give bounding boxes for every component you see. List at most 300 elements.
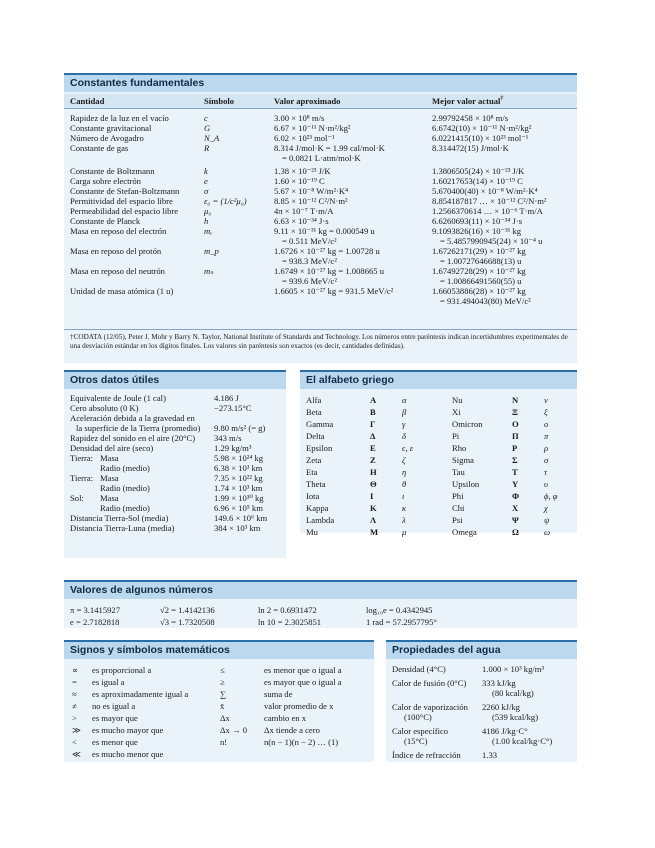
constant-symbol: k (204, 166, 208, 176)
constant-row (64, 206, 577, 216)
greek-name: Lambda (306, 515, 335, 525)
water-property-value-line1: 333 kJ/kg (482, 678, 516, 688)
constant-symbol: mₑ (204, 226, 213, 236)
constant-symbol: h (204, 216, 209, 226)
constant-approx-line2: = 938.3 MeV/c² (282, 256, 337, 266)
other-data-row (64, 443, 286, 453)
math-sign: ≫ (72, 725, 81, 735)
greek-alphabet-panel (300, 370, 577, 537)
constant-row (64, 196, 577, 206)
math-sign-row (64, 688, 374, 700)
constant-symbol: m_p (204, 246, 219, 256)
constant-row (64, 163, 577, 176)
water-property-value-line2: (1.00 kcal/kg·C°) (492, 736, 553, 746)
other-data-label (64, 503, 214, 513)
constant-name: Número de Avogadro (70, 133, 144, 143)
constant-name: Constante de gas (70, 143, 129, 153)
other-data-label (64, 513, 214, 523)
greek-lower: τ (544, 467, 548, 477)
math-sign: ≈ (72, 689, 77, 699)
math-sign: ∝ (72, 665, 78, 675)
greek-name: Alfa (306, 395, 322, 405)
greek-letter-row (300, 466, 577, 478)
constant-approx-line1: 8.85 × 10⁻¹² C²/N·m² (274, 196, 348, 206)
greek-lower: ξ (544, 407, 548, 417)
numbers-title: Valores de algunos números (64, 580, 577, 599)
math-sign-row (64, 712, 374, 724)
constant-row (64, 246, 577, 266)
greek-letter-row (300, 454, 577, 466)
constant-best (432, 196, 577, 206)
other-data-row (64, 473, 286, 483)
greek-lower: ϕ, φ (544, 491, 558, 501)
other-data-group: Tierra: (70, 473, 94, 483)
other-data-value: −273.15°C (214, 403, 252, 413)
constant-name: Constante de Planck (70, 216, 141, 226)
other-data-label-line1: Cero absoluto (0 K) (70, 403, 139, 413)
greek-lower: ω (544, 527, 551, 537)
other-data-title: Otros datos útiles (64, 370, 286, 389)
water-property-value (482, 702, 577, 726)
water-property-row (386, 750, 577, 764)
col-header-symbol: Símbolo (204, 94, 274, 109)
math-sign-meaning (264, 748, 374, 760)
math-sign: < (72, 737, 77, 747)
fundamental-footnote: †CODATA (12/05), Peter J. Mohr y Barry N. Taylor, National Institute of Standards and Technology. Los números entre paréntesis indican incertidumbres experimentales de una desviación estándar en los dígitos finales. Los valores sin paréntesis son exactos (es decir, cantidades definidas). (64, 329, 577, 354)
water-property-row (386, 678, 577, 702)
math-sign-meaning: es menor que o igual a (264, 665, 342, 675)
other-data-value: 384 × 10³ km (214, 523, 261, 533)
other-data-label-line2: la superficie de la Tierra (promedio) (76, 423, 201, 433)
constant-name: Permitividad del espacio libre (70, 196, 173, 206)
water-property-label-line1: Calor de fusión (0°C) (392, 678, 467, 688)
other-data-row (64, 413, 286, 433)
constant-best-line1: 1.2566370614 … × 10⁻⁶ T·m/A (432, 206, 543, 216)
constant-approx-line1: 9.11 × 10⁻³¹ kg = 0.000549 u (274, 226, 375, 236)
col-header-quantity: Cantidad (64, 94, 204, 109)
constant-best-line1: 1.67262171(29) × 10⁻²⁷ kg (432, 246, 526, 256)
greek-letter-row (300, 418, 577, 430)
math-sign-row (64, 724, 374, 736)
constant-best (432, 266, 577, 286)
greek-name: Xi (452, 407, 461, 417)
water-property-row (386, 664, 577, 678)
other-data-label (64, 523, 214, 533)
other-data-value: 343 m/s (214, 433, 242, 443)
greek-upper: Ρ (512, 443, 518, 453)
greek-name: Omicron (452, 419, 483, 429)
greek-name: Omega (452, 527, 477, 537)
other-data-label-line1: Equivalente de Joule (1 cal) (70, 393, 166, 403)
math-sign: ∑ (220, 689, 227, 699)
other-data-panel (64, 370, 286, 558)
greek-name: Sigma (452, 455, 474, 465)
constant-name: Constante de Stefan-Boltzmann (70, 186, 180, 196)
constant-approx (274, 163, 432, 176)
greek-lower: β (402, 407, 407, 417)
math-sign: ≤ (220, 665, 225, 675)
greek-upper: Π (512, 431, 519, 441)
other-data-row (64, 453, 286, 463)
greek-upper: Ν (512, 395, 519, 405)
math-sign-row (64, 676, 374, 688)
water-properties-table (386, 664, 577, 764)
constant-best (432, 163, 577, 176)
constant-best-line2: = 1.00727646688(13) u (440, 256, 522, 266)
math-sign: ≠ (72, 701, 77, 711)
number-value: √3 = 1.7320508 (160, 617, 215, 627)
constant-approx (274, 196, 432, 206)
other-data-label-line1: Densidad del aire (seco) (70, 443, 154, 453)
greek-lower: ι (402, 491, 405, 501)
constant-approx-line1: 1.38 × 10⁻²³ J/K (274, 166, 331, 176)
constant-approx-line1: 6.02 × 10²³ mol⁻¹ (274, 133, 335, 143)
constant-best-line1: 1.60217653(14) × 10⁻¹⁹ C (432, 176, 523, 186)
water-property-row (386, 726, 577, 750)
greek-lower: γ (402, 419, 406, 429)
greek-upper: Ξ (512, 407, 518, 417)
water-property-label (386, 750, 482, 764)
greek-upper: Α (370, 395, 377, 405)
greek-letter-row (300, 490, 577, 502)
constant-approx (274, 226, 432, 246)
other-data-sublabel: Masa (100, 473, 119, 483)
greek-upper: Γ (370, 419, 376, 429)
constant-approx-line1: 8.314 J/mol·K = 1.99 cal/mol·K (274, 143, 385, 153)
water-property-value (482, 750, 577, 764)
greek-lower: θ (402, 479, 407, 489)
constant-symbol: mₙ (204, 266, 214, 276)
greek-lower: ζ (402, 455, 406, 465)
greek-upper: Ω (512, 527, 519, 537)
math-signs-table (64, 664, 374, 760)
water-property-value (482, 664, 577, 678)
water-property-label-line1: Índice de refracción (392, 750, 461, 760)
greek-lower: δ (402, 431, 406, 441)
greek-lower: η (402, 467, 407, 477)
other-data-row (64, 523, 286, 533)
greek-name: Delta (306, 431, 325, 441)
constant-best (432, 286, 577, 306)
math-sign: = (72, 677, 77, 687)
constant-name: Unidad de masa atómica (1 u) (70, 286, 174, 296)
constant-row (64, 186, 577, 196)
math-sign-meaning: cambio en x (264, 713, 306, 723)
constant-name: Constante de Boltzmann (70, 166, 155, 176)
math-sign (220, 748, 264, 760)
other-data-value: 7.35 × 10²² kg (214, 473, 263, 483)
other-data-label-line1: Distancia Tierra-Luna (media) (70, 523, 175, 533)
constant-approx (274, 266, 432, 286)
constant-name: Constante gravitacional (70, 123, 152, 133)
math-sign-meaning: Δx tiende a cero (264, 725, 320, 735)
water-property-value (482, 726, 577, 750)
number-value: e = 2.7182818 (70, 617, 120, 627)
math-sign-row (64, 736, 374, 748)
greek-name: Beta (306, 407, 322, 417)
constant-approx-line2: = 0.511 MeV/c² (282, 236, 337, 246)
water-property-label (386, 678, 482, 702)
constant-best (432, 109, 577, 124)
water-property-label (386, 664, 482, 678)
greek-name: Chi (452, 503, 465, 513)
constant-best-line1: 5.670400(40) × 10⁻⁸ W/m²·K⁴ (432, 186, 538, 196)
constant-symbol: N_A (204, 133, 220, 143)
greek-letter-row (300, 406, 577, 418)
greek-name: Upsilon (452, 479, 480, 489)
greek-upper: Β (370, 407, 376, 417)
math-sign: Δx (220, 713, 230, 723)
greek-upper: Φ (512, 491, 520, 501)
math-sign-meaning: valor promedio de x (264, 701, 334, 711)
constant-approx-line1: 4π × 10⁻⁷ T·m/A (274, 206, 334, 216)
constant-best-line1: 8.314472(15) J/mol·K (432, 143, 509, 153)
greek-name: Theta (306, 479, 326, 489)
constant-row (64, 143, 577, 163)
constant-name: Masa en reposo del electrón (70, 226, 167, 236)
number-row (64, 604, 577, 616)
greek-upper: Χ (512, 503, 519, 513)
other-data-label (64, 463, 214, 473)
other-data-value: 149.6 × 10⁶ km (214, 513, 268, 523)
water-property-value-line2: (539 kcal/kg) (492, 712, 539, 722)
greek-upper: Τ (512, 467, 518, 477)
math-sign-row (64, 700, 374, 712)
greek-name: Kappa (306, 503, 329, 513)
constant-row (64, 266, 577, 286)
water-property-label-line1: Calor de vaporización (392, 702, 468, 712)
math-sign: ≪ (72, 749, 81, 759)
greek-name: Epsilon (306, 443, 333, 453)
water-property-label-line1: Densidad (4°C) (392, 664, 446, 674)
constant-row (64, 109, 577, 124)
other-data-label-line1: Aceleración debida a la gravedad en (70, 413, 195, 423)
other-data-row (64, 393, 286, 403)
constant-best-line1: 1.67492728(29) × 10⁻²⁷ kg (432, 266, 526, 276)
greek-upper: Μ (370, 527, 379, 537)
greek-upper: Ε (370, 443, 376, 453)
math-sign: > (72, 713, 77, 723)
constant-best (432, 123, 577, 133)
greek-name: Zeta (306, 455, 322, 465)
other-data-row (64, 463, 286, 473)
water-property-value-line1: 1.33 (482, 750, 498, 760)
greek-lower: ο (544, 419, 549, 429)
water-properties-panel (386, 640, 577, 762)
greek-lower: λ (402, 515, 406, 525)
greek-upper: Δ (370, 431, 376, 441)
math-signs-panel (64, 640, 374, 762)
greek-lower: μ (402, 527, 407, 537)
math-sign-meaning: suma de (264, 689, 293, 699)
greek-lower: χ (544, 503, 548, 513)
greek-name: Gamma (306, 419, 334, 429)
numbers-panel (64, 580, 577, 628)
greek-upper: Ο (512, 419, 519, 429)
other-data-group: Sol: (70, 493, 84, 503)
constant-best-line2: = 5.4857990945(24) × 10⁻⁴ u (440, 236, 543, 246)
constant-approx (274, 186, 432, 196)
col-header-best: Mejor valor actual† (432, 94, 577, 109)
constant-best (432, 216, 577, 226)
other-data-sublabel: Masa (100, 493, 119, 503)
greek-letter-row (300, 442, 577, 454)
constant-approx (274, 133, 432, 143)
col-header-approx: Valor aproximado (274, 94, 432, 109)
greek-lower: ϵ, ε (402, 443, 414, 453)
constant-approx (274, 109, 432, 124)
fundamental-constants-table (64, 94, 577, 306)
other-data-row (64, 433, 286, 443)
other-data-label (64, 453, 214, 463)
greek-letter-row (300, 502, 577, 514)
other-data-label (64, 413, 214, 433)
water-property-label (386, 702, 482, 726)
constant-row (64, 216, 577, 226)
constant-symbol: ε₀ = (1/c²μ₀) (204, 196, 247, 206)
constant-approx (274, 176, 432, 186)
water-property-row (386, 702, 577, 726)
greek-name: Nu (452, 395, 463, 405)
constant-approx (274, 123, 432, 133)
constant-best-line1: 6.6260693(11) × 10⁻³⁴ J·s (432, 216, 523, 226)
greek-upper: Ψ (512, 515, 519, 525)
greek-lower: α (402, 395, 407, 405)
greek-alphabet-title: El alfabeto griego (300, 370, 577, 389)
constant-best-line1: 6.0221415(10) × 10²³ mol⁻¹ (432, 133, 529, 143)
math-sign: ≥ (220, 677, 225, 687)
other-data-row (64, 403, 286, 413)
constant-approx (274, 246, 432, 266)
constant-approx (274, 143, 432, 163)
constant-best-line1: 6.6742(10) × 10⁻¹¹ N·m²/kg² (432, 123, 532, 133)
number-value: √2 = 1.4142136 (160, 605, 215, 615)
constant-best-line1: 1.3806505(24) × 10⁻²³ J/K (432, 166, 525, 176)
math-sign-meaning: es mucho mayor que (92, 725, 164, 735)
other-data-label (64, 493, 214, 503)
constant-symbol (204, 286, 274, 306)
greek-lower: υ (544, 479, 548, 489)
other-data-label (64, 403, 214, 413)
other-data-value: 1.29 kg/m³ (214, 443, 252, 453)
greek-letter-row (300, 394, 577, 406)
math-sign-meaning: es aproximadamente igual a (92, 689, 189, 699)
other-data-value: 4.186 J (214, 393, 239, 403)
constant-approx-line1: 6.67 × 10⁻¹¹ N·m²/kg² (274, 123, 351, 133)
constant-name: Carga sobre electrón (70, 176, 141, 186)
greek-lower: ν (544, 395, 548, 405)
other-data-label (64, 393, 214, 403)
other-data-value: 6.38 × 10³ km (214, 463, 263, 473)
math-sign-meaning: no es igual a (92, 701, 136, 711)
water-property-label-line2: (100°C) (404, 712, 432, 722)
constant-approx-line1: 1.6726 × 10⁻²⁷ kg = 1.00728 u (274, 246, 380, 256)
constant-name: Masa en reposo del protón (70, 246, 162, 256)
water-property-value-line1: 2260 kJ/kg (482, 702, 520, 712)
constant-approx-line1: 6.63 × 10⁻³⁴ J·s (274, 216, 329, 226)
math-sign-meaning: es mayor que (92, 713, 138, 723)
other-data-value: 1.99 × 10³⁰ kg (214, 493, 264, 503)
other-data-sublabel: Radio (medio) (100, 463, 150, 473)
other-data-label (64, 483, 214, 493)
greek-name: Rho (452, 443, 467, 453)
math-sign: x̄ (220, 701, 225, 711)
water-property-value-line2: (80 kcal/kg) (492, 688, 534, 698)
other-data-value: 6.96 × 10⁵ km (214, 503, 263, 513)
number-value: 1 rad = 57.2957795° (366, 617, 437, 627)
constant-approx (274, 206, 432, 216)
math-sign-meaning: es menor que (92, 737, 138, 747)
greek-lower: π (544, 431, 549, 441)
constant-row (64, 133, 577, 143)
constant-best (432, 133, 577, 143)
constant-row (64, 226, 577, 246)
other-data-label (64, 473, 214, 483)
other-data-value: 1.74 × 10³ km (214, 483, 263, 493)
other-data-label-line1: Distancia Tierra-Sol (media) (70, 513, 169, 523)
math-sign-meaning: es mucho menor que (92, 749, 164, 759)
greek-upper: Ζ (370, 455, 376, 465)
greek-letter-row (300, 514, 577, 526)
water-property-value-line1: 4186 J/kg·C° (482, 726, 528, 736)
greek-upper: Η (370, 467, 377, 477)
constant-approx-line1: 5.67 × 10⁻⁸ W/m²·K⁴ (274, 186, 349, 196)
greek-upper: Υ (512, 479, 519, 489)
constant-symbol: e (204, 176, 208, 186)
constant-symbol: μ₀ (204, 206, 212, 216)
constant-name: Permeabilidad del espacio libre (70, 206, 179, 216)
other-data-sublabel: Radio (medio) (100, 503, 150, 513)
other-data-label (64, 433, 214, 443)
other-data-label-line1: Rapidez del sonido en el aire (20°C) (70, 433, 196, 443)
math-sign-meaning: es proporcional a (92, 665, 152, 675)
constant-best-line1: 9.1093826(16) × 10⁻³¹ kg (432, 226, 522, 236)
constant-approx-line2: = 939.6 MeV/c² (282, 276, 337, 286)
greek-name: Phi (452, 491, 464, 501)
greek-letter-row (300, 478, 577, 490)
math-sign-meaning: n(n − 1)(n − 2) … (1) (264, 737, 339, 747)
constant-name: Rapidez de la luz en el vacío (70, 113, 169, 123)
greek-lower: ρ (544, 443, 549, 453)
constant-best (432, 176, 577, 186)
constant-row (64, 123, 577, 133)
other-data-row (64, 503, 286, 513)
other-data-label (64, 443, 214, 453)
math-sign-row (64, 748, 374, 760)
constant-best (432, 186, 577, 196)
math-signs-title: Signos y símbolos matemáticos (64, 640, 374, 659)
constant-best (432, 246, 577, 266)
number-row (64, 616, 577, 628)
number-value: π = 3.1415927 (70, 605, 121, 615)
number-value: ln 2 = 0.6931472 (258, 605, 317, 615)
fundamental-constants-title: Constantes fundamentales (64, 73, 577, 92)
other-data-table (64, 393, 286, 533)
constant-name: Masa en reposo del neutrón (70, 266, 165, 276)
greek-lower: ψ (544, 515, 550, 525)
number-value: log₁₀e = 0.4342945 (366, 605, 433, 615)
constant-best-line1: 1.66053886(28) × 10⁻²⁷ kg (432, 286, 526, 296)
number-value: ln 10 = 2.3025851 (258, 617, 322, 627)
other-data-sublabel: Masa (100, 453, 119, 463)
constant-best (432, 143, 577, 163)
greek-name: Tau (452, 467, 465, 477)
constant-best (432, 226, 577, 246)
greek-upper: Σ (512, 455, 518, 465)
greek-alphabet-table (300, 394, 577, 538)
greek-upper: Θ (370, 479, 377, 489)
constant-symbol: R (204, 143, 210, 153)
